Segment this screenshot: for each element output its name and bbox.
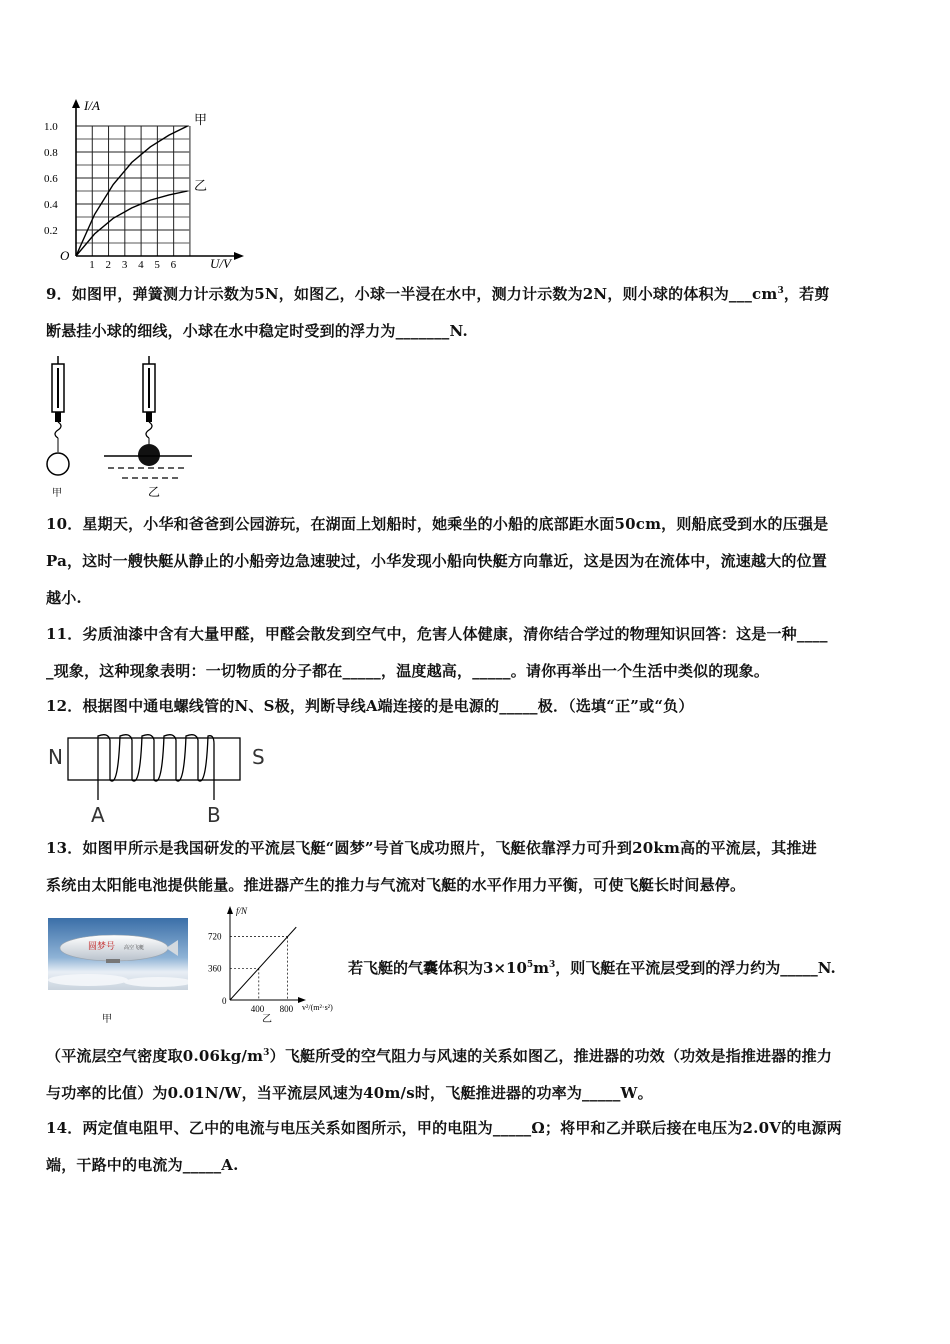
iu-x-tick: 5 [154, 259, 160, 268]
iu-x-arrow [234, 252, 244, 260]
q14-line1: 14．两定值电阻甲、乙中的电流与电压关系如图所示，甲的电阻为_____Ω；将甲和乙并联后接在电压为2.0V的电源两 [46, 1119, 842, 1137]
question-11 [46, 616, 908, 690]
fg-y-label: f/N [236, 906, 248, 916]
fg-label: 乙 [262, 1014, 272, 1025]
question-14 [46, 1110, 908, 1184]
iu-y-tick: 0.6 [44, 173, 58, 185]
q13-line1: 13．如图甲所示是我国研发的平流层飞艇“圆梦”号首飞成功照片，飞艇依靠浮力可升到20km高的平流层，其推进 [46, 839, 817, 857]
q13-side-text-2: m [533, 959, 550, 977]
q10-line1: 10．星期天，小华和爸爸到公园游玩，在湖面上划船时，她乘坐的小船的底部距水面50cm，则船底受到水的压强是 [46, 515, 829, 533]
q13-side-text-1: 若飞艇的气囊体积为3×10 [348, 959, 527, 977]
iu-x-tick: 4 [138, 259, 144, 268]
iu-x-axis-label: U/V [210, 256, 231, 268]
iu-graph [40, 96, 280, 268]
q13-line2: 系统由太阳能电池提供能量。推进器产生的推力与气流对飞艇的水平作用力平衡，可使飞艇长时间悬停。 [46, 876, 746, 894]
iu-x-tick: 6 [170, 259, 177, 268]
q13-line3-tail: ）飞艇所受的空气阻力与风速的关系如图乙，推进器的功效（功效是指推进器的推力 [269, 1047, 833, 1065]
fg-origin: 0 [222, 996, 227, 1006]
q9-line1: 9．如图甲，弹簧测力计示数为5N，如图乙，小球一半浸在水中，测力计示数为2N，则小球的体积为___cm [46, 285, 778, 303]
question-13 [46, 830, 908, 904]
q10-line2: Pa，这时一艘快艇从静止的小船旁边急速驶过，小华发现小船向快艇方向靠近，这是因为在流体中，流速越大的位置 [46, 552, 828, 570]
fig-label-b: 乙 [148, 485, 161, 499]
q9-line2: 断悬挂小球的细线，小球在水中稳定时受到的浮力为_______N. [46, 322, 468, 340]
question-12 [46, 688, 908, 725]
end-a-label: A [91, 803, 105, 826]
iu-y-tick: 0.8 [44, 147, 58, 159]
fig-label-a: 甲 [52, 488, 62, 499]
question-9 [46, 276, 908, 350]
iu-x-tick: 3 [121, 259, 128, 268]
q9-line1-tail: ，若剪 [783, 285, 830, 303]
pole-s-label: S [252, 745, 265, 769]
iu-curve-a-label: 甲 [194, 113, 208, 128]
q14-line2: 端，干路中的电流为_____A. [46, 1156, 239, 1174]
iu-y-axis-label: I/A [84, 98, 100, 113]
q13-side-text [348, 950, 908, 987]
fg-x-tick: 800 [279, 1004, 294, 1014]
solenoid-figure [46, 730, 276, 826]
q9-sup: 3 [777, 286, 784, 296]
q12-line1: 12．根据图中通电螺线管的N、S极，判断导线A端连接的是电源的_____极．（选填“正”或“负） [46, 697, 694, 715]
airship-small-text: 高空飞艇 [124, 945, 145, 951]
fg-y-tick: 360 [208, 963, 222, 974]
fg-series-line [230, 927, 296, 1000]
q13-line3-sup: 3 [263, 1048, 270, 1058]
fg-x-label: v²/(m²·s²) [302, 1003, 333, 1012]
q13-side-text-3: ，则飞艇在平流层受到的浮力约为_____N. [555, 959, 836, 977]
spring-scale-figure [44, 356, 204, 502]
ball-b [138, 444, 160, 466]
force-graph [206, 904, 350, 1026]
question-13-continued [46, 1038, 908, 1112]
q13-line4: 与功率的比值）为0.01N/W，当平流层风速为40m/s时，飞艇推进器的功率为_____W。 [46, 1084, 653, 1102]
question-10 [46, 506, 908, 617]
q10-line3: 越小. [46, 589, 82, 607]
iu-origin-label: O [60, 248, 70, 263]
q13-side-sup: 5 [526, 960, 534, 970]
fg-y-arrow [227, 906, 233, 914]
q13-line3: （平流层空气密度取0.06kg/m [46, 1047, 264, 1065]
spring-scale-a [47, 356, 69, 475]
iu-y-tick: 1.0 [44, 121, 58, 133]
pole-n-label: N [48, 745, 63, 769]
iu-y-tick: 0.2 [44, 225, 58, 237]
fg-x-tick: 400 [250, 1004, 265, 1014]
iu-x-tick: 1 [89, 259, 95, 268]
end-b-label: B [207, 803, 221, 826]
photo-label: 甲 [102, 1014, 112, 1025]
q11-line1: 11．劣质油漆中含有大量甲醛，甲醛会散发到空气中，危害人体健康，清你结合学过的物理知识回答：这是一种____ [46, 625, 828, 643]
fg-y-tick: 720 [208, 931, 222, 942]
q11-line2: _现象，这种现象表明：一切物质的分子都在_____，温度越高，_____。请你再举出一个生活中类似的现象。 [46, 662, 770, 680]
iu-y-arrow [72, 99, 80, 108]
spring-scale-b [104, 356, 192, 478]
iu-curve-b-label: 乙 [194, 179, 208, 194]
iu-x-tick: 2 [105, 259, 112, 268]
airship-text: 圆梦号 [88, 942, 116, 952]
q13-side-sup2: 3 [549, 960, 556, 970]
airship-photo [48, 918, 188, 1028]
iu-y-tick: 0.4 [44, 199, 58, 211]
ball-a [47, 453, 69, 475]
